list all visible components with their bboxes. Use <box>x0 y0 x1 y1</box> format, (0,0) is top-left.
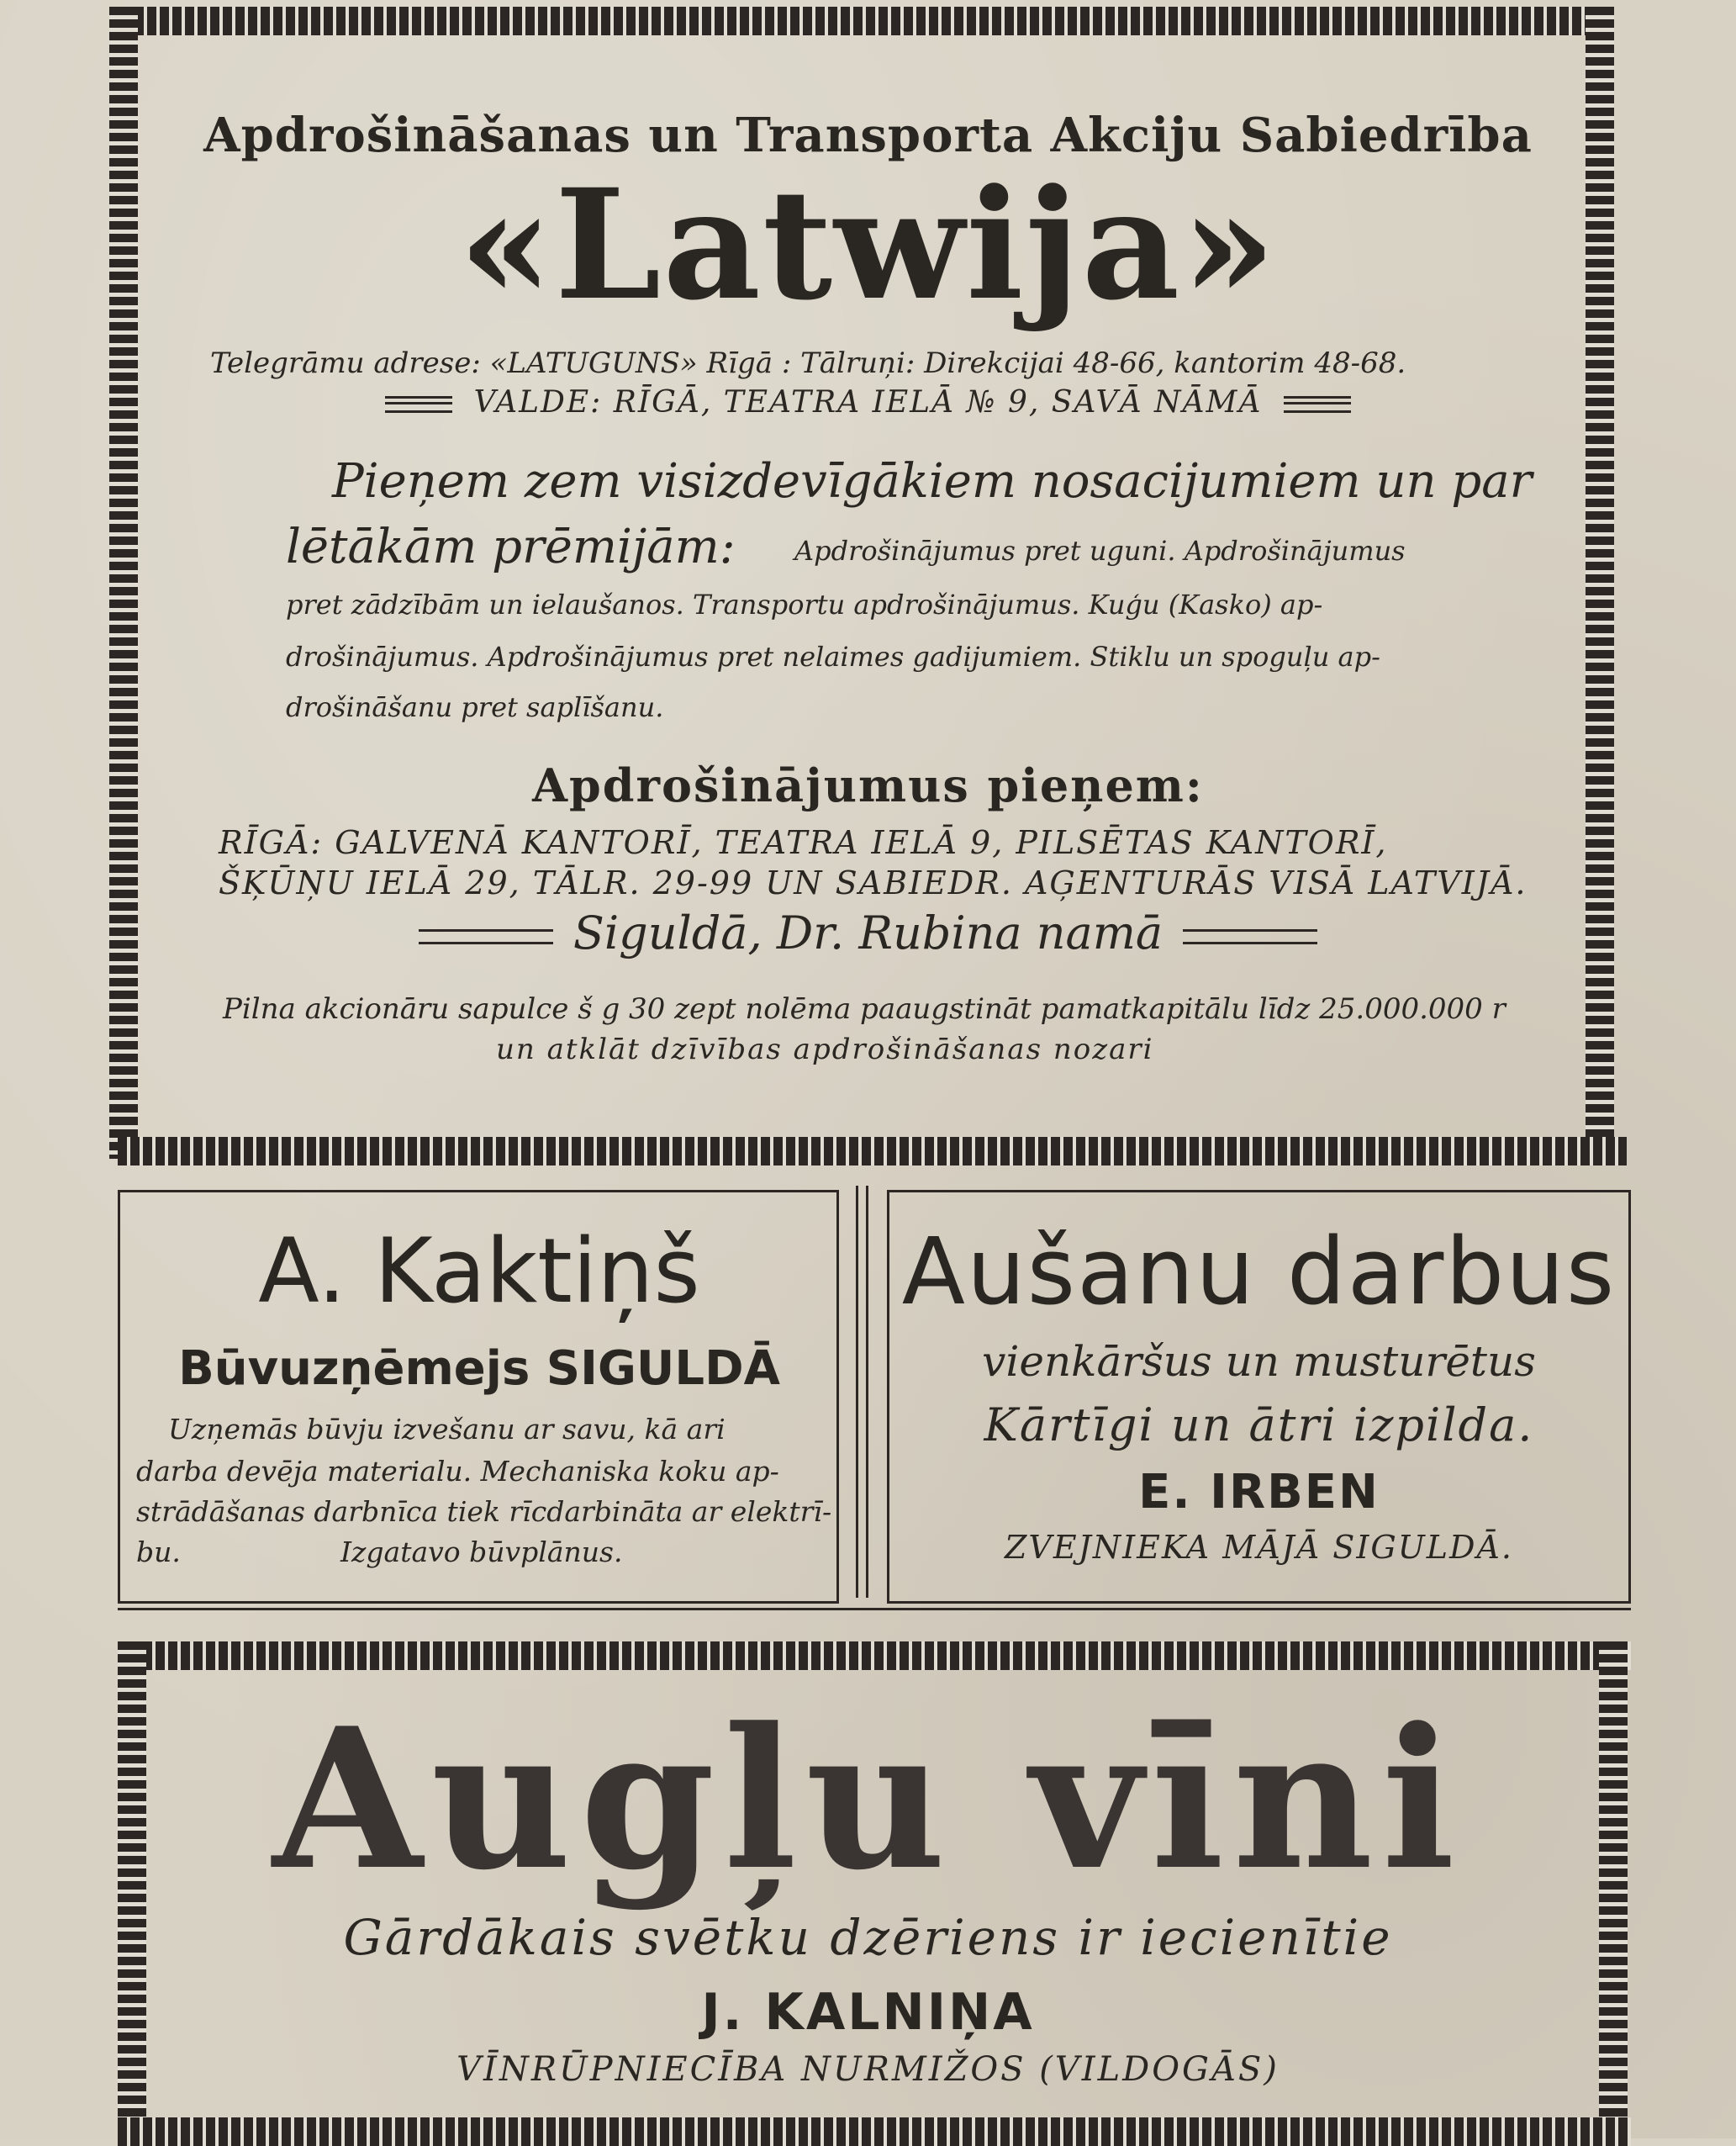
latwija-policies-line: Apdrošinājumus pret uguni. Apdrošinājumus <box>794 535 1406 567</box>
latwija-title: «Latwija» <box>458 156 1278 334</box>
kaktins-body-line: Izgatavo būvplānus. <box>340 1536 623 1568</box>
latwija-policies-line: pret zādzībām un ielaušanos. Transportu apdrošinājumus. Kuģu (Kasko) ap- <box>286 589 1323 621</box>
latwija-office-line: RĪGĀ: GALVENĀ KANTORĪ, TEATRA IELĀ 9, PILSĒTAS KANTORĪ, <box>219 824 1388 861</box>
dash-ornament-left <box>385 396 452 413</box>
latwija-sigulda-text: Siguldā, Dr. Rubina namā <box>573 906 1163 959</box>
latwija-note-line: un atklāt dzīvības apdrošināšanas nozari <box>496 1033 1154 1066</box>
kaktins-body-line: Uzņemās būvju izvešanu ar savu, kā ari <box>168 1413 726 1446</box>
dash-ornament-right <box>1183 929 1317 944</box>
ad-border-top <box>118 1641 1631 1670</box>
kaktins-body-line: darba devēja materialu. Mechaniska koku ap- <box>136 1455 779 1488</box>
latwija-office-line: ŠĶŪŅU IELĀ 29, TĀLR. 29-99 UN SABIEDR. AĢENTURĀS VISĀ LATVIJĀ. <box>219 864 1528 901</box>
column-rule <box>866 1186 868 1598</box>
latwija-board-line <box>0 385 1736 420</box>
column-rule <box>856 1186 858 1598</box>
latwija-company-name: Apdrošināšanas un Transporta Akciju Sabiedrība <box>203 108 1533 163</box>
kaktins-role: Būvuzņēmejs SIGULDĀ <box>178 1341 780 1396</box>
latwija-policies-line: drošinājumus. Apdrošinājumus pret nelaimes gadijumiem. Stiklu un spoguļu ap- <box>286 641 1380 673</box>
ad-border-bottom <box>118 2117 1631 2146</box>
bottom-rule <box>118 1608 1631 1610</box>
kaktins-name: A. Kaktiņš <box>258 1219 700 1323</box>
ausanu-line: Kārtīgi un ātri izpilda. <box>984 1398 1534 1451</box>
vini-address: VĪNRŪPNIECĪBA NURMIŽOS (VILDOGĀS) <box>456 2050 1280 2089</box>
ausanu-address: ZVEJNIEKA MĀJĀ SIGULDĀ. <box>1005 1529 1513 1566</box>
ad-border-top <box>109 7 1614 35</box>
kaktins-body-line: strādāšanas darbnīca tiek rīcdarbināta ar elektrī- <box>136 1495 832 1528</box>
dash-ornament-right <box>1284 396 1351 413</box>
vini-title: Augļu vīni <box>272 1686 1464 1913</box>
ausanu-advertiser: E. IRBEN <box>1138 1465 1380 1520</box>
latwija-premium-line: lētākām prēmijām: <box>286 520 736 574</box>
latwija-note-line: Pilna akcionāru sapulce š g 30 zept nolēma paaugstināt pamatkapitālu līdz 25.000.000 r <box>223 992 1506 1026</box>
latwija-policies-line: drošināšanu pret saplīšanu. <box>286 691 664 723</box>
ausanu-line: vienkāršus un musturētus <box>982 1337 1536 1386</box>
ausanu-title: Aušanu darbus <box>901 1218 1617 1325</box>
latwija-accept-heading: Apdrošinājumus pieņem: <box>532 758 1204 812</box>
ad-border-bottom <box>118 1137 1627 1166</box>
dash-ornament-left <box>419 929 553 944</box>
vini-tagline: Gārdākais svētku dzēriens ir iecienītie <box>343 1909 1393 1966</box>
latwija-telegram-line: Telegrāmu adrese: «LATUGUNS» Rīgā : Tālruņi: Direkcijai 48-66, kantorim 48-68. <box>210 346 1406 380</box>
vini-maker: J. KALNIŅA <box>701 1983 1035 2042</box>
latwija-accept-line: Pieņem zem visizdevīgākiem nosacijumiem un par <box>332 454 1533 509</box>
latwija-board-text: VALDE: RĪGĀ, TEATRA IELĀ № 9, SAVĀ NĀMĀ <box>473 385 1263 420</box>
latwija-sigulda-line <box>0 906 1736 959</box>
kaktins-body-line: bu. <box>136 1536 181 1568</box>
